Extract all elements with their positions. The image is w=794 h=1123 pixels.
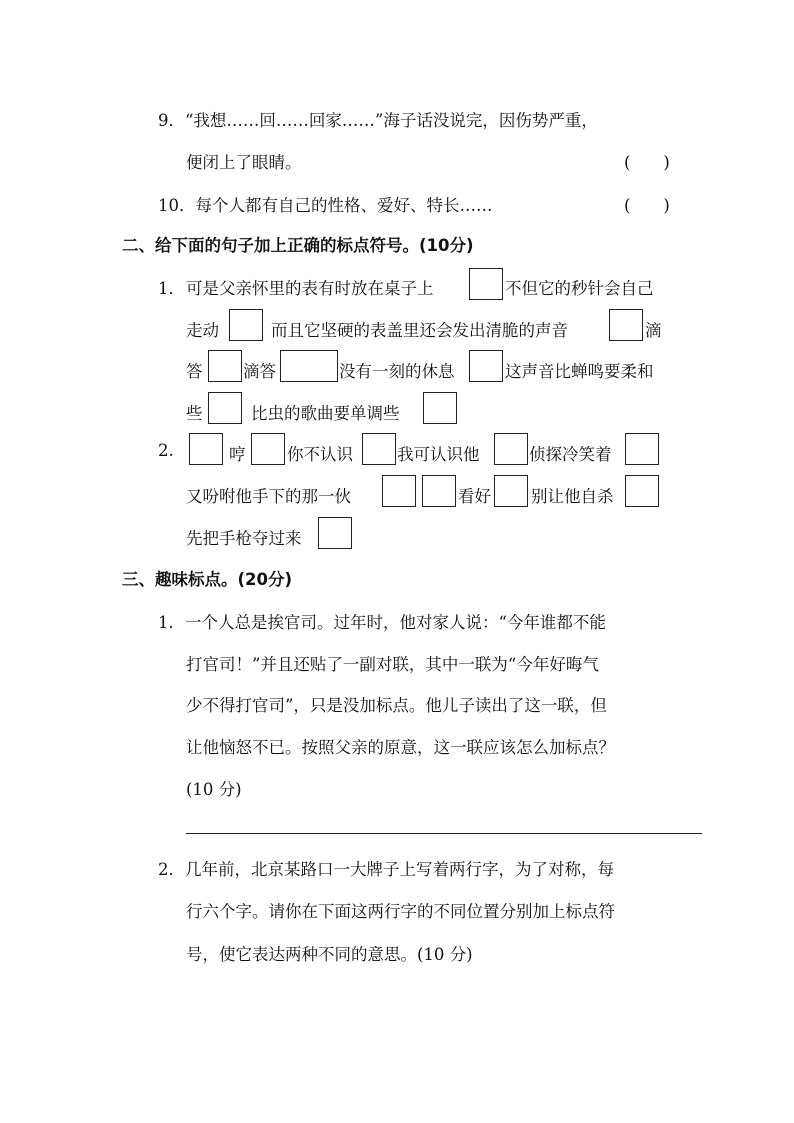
s3-item2-line: 行六个字。请你在下面这两行字的不同位置分别加上标点符 (186, 902, 615, 921)
punctuation-box[interactable] (469, 268, 503, 300)
s3-item1-line: 1．一个人总是挨官司。过年时，他对家人说：“今年谁都不能 (158, 613, 606, 632)
s2-item2-text: 我可认识他 (397, 445, 480, 464)
s2-item1-text: 些 (186, 404, 203, 423)
q10-line1: 10．每个人都有自己的性格、爱好、特长…… (158, 196, 493, 215)
punctuation-box[interactable] (189, 433, 223, 465)
punctuation-box[interactable] (422, 475, 456, 507)
s2-item1-text: 走动 (186, 321, 219, 340)
punctuation-box[interactable] (208, 350, 242, 382)
s2-item1-text: 滴答 (243, 362, 276, 381)
punctuation-box[interactable] (382, 475, 416, 507)
punctuation-box[interactable] (494, 433, 528, 465)
s3-item1-line: 打官司！”并且还贴了一副对联，其中一联为“今年好晦气 (186, 655, 599, 674)
s2-item2-text: 先把手枪夺过来 (186, 529, 302, 548)
s3-item1-points: (10 分) (186, 780, 242, 799)
q9-line1: 9．“我想……回……回家……”海子话没说完，因伤势严重， (158, 111, 598, 130)
s2-item2-number: 2. (158, 441, 174, 460)
s2-item2-text: 看好 (458, 487, 491, 506)
s2-item1-number: 1． (158, 279, 185, 298)
punctuation-box[interactable] (362, 433, 396, 465)
section-2-heading: 二、给下面的句子加上正确的标点符号。(10分) (122, 236, 474, 255)
q9-line2: 便闭上了眼睛。 (186, 153, 302, 172)
s2-item2-text: 侦探冷笑着 (529, 445, 612, 464)
s2-item1-text: 这声音比蝉鸣要柔和 (505, 362, 654, 381)
punctuation-box[interactable] (318, 517, 352, 549)
s3-item2-line: 2．几年前，北京某路口一大牌子上写着两行字，为了对称，每 (158, 860, 614, 879)
s2-item1-text: 滴 (645, 321, 662, 340)
s3-item1-line: 少不得打官司”，只是没加标点。他儿子读出了这一联，但 (186, 696, 607, 715)
punctuation-box[interactable] (229, 309, 263, 341)
q9-answer-paren[interactable]: ( ) (624, 153, 670, 172)
q10-answer-paren[interactable]: ( ) (624, 196, 670, 215)
s2-item2-text: 别让他自杀 (531, 487, 614, 506)
punctuation-box[interactable] (609, 309, 643, 341)
punctuation-box[interactable] (494, 475, 528, 507)
s2-item2-text: 你不认识 (287, 445, 353, 464)
s2-item1-text: 没有一刻的休息 (339, 362, 455, 381)
s2-item1-text: 答 (186, 362, 203, 381)
punctuation-box[interactable] (251, 433, 285, 465)
punctuation-box[interactable] (625, 475, 659, 507)
s3-item2-line: 号，使它表达两种不同的意思。(10 分) (186, 945, 473, 964)
s2-item1-text: 不但它的秒针会自己 (505, 279, 654, 298)
s2-item1-text: 可是父亲怀里的表有时放在桌子上 (186, 279, 434, 298)
answer-line[interactable] (186, 833, 702, 834)
section-3-heading: 三、趣味标点。(20分) (122, 570, 293, 589)
punctuation-box[interactable] (423, 392, 457, 424)
s2-item2-text: 哼 (229, 445, 246, 464)
s2-item1-text: 比虫的歌曲要单调些 (251, 404, 400, 423)
punctuation-box[interactable] (469, 350, 503, 382)
punctuation-box[interactable] (625, 433, 659, 465)
s2-item1-text: 而且它坚硬的表盖里还会发出清脆的声音 (271, 321, 568, 340)
punctuation-box[interactable] (208, 392, 242, 424)
s3-item1-line: 让他恼怒不已。按照父亲的原意，这一联应该怎么加标点？ (186, 738, 615, 757)
punctuation-box-wide[interactable] (280, 350, 338, 382)
s2-item2-text: 又吩咐他手下的那一伙 (186, 487, 351, 506)
